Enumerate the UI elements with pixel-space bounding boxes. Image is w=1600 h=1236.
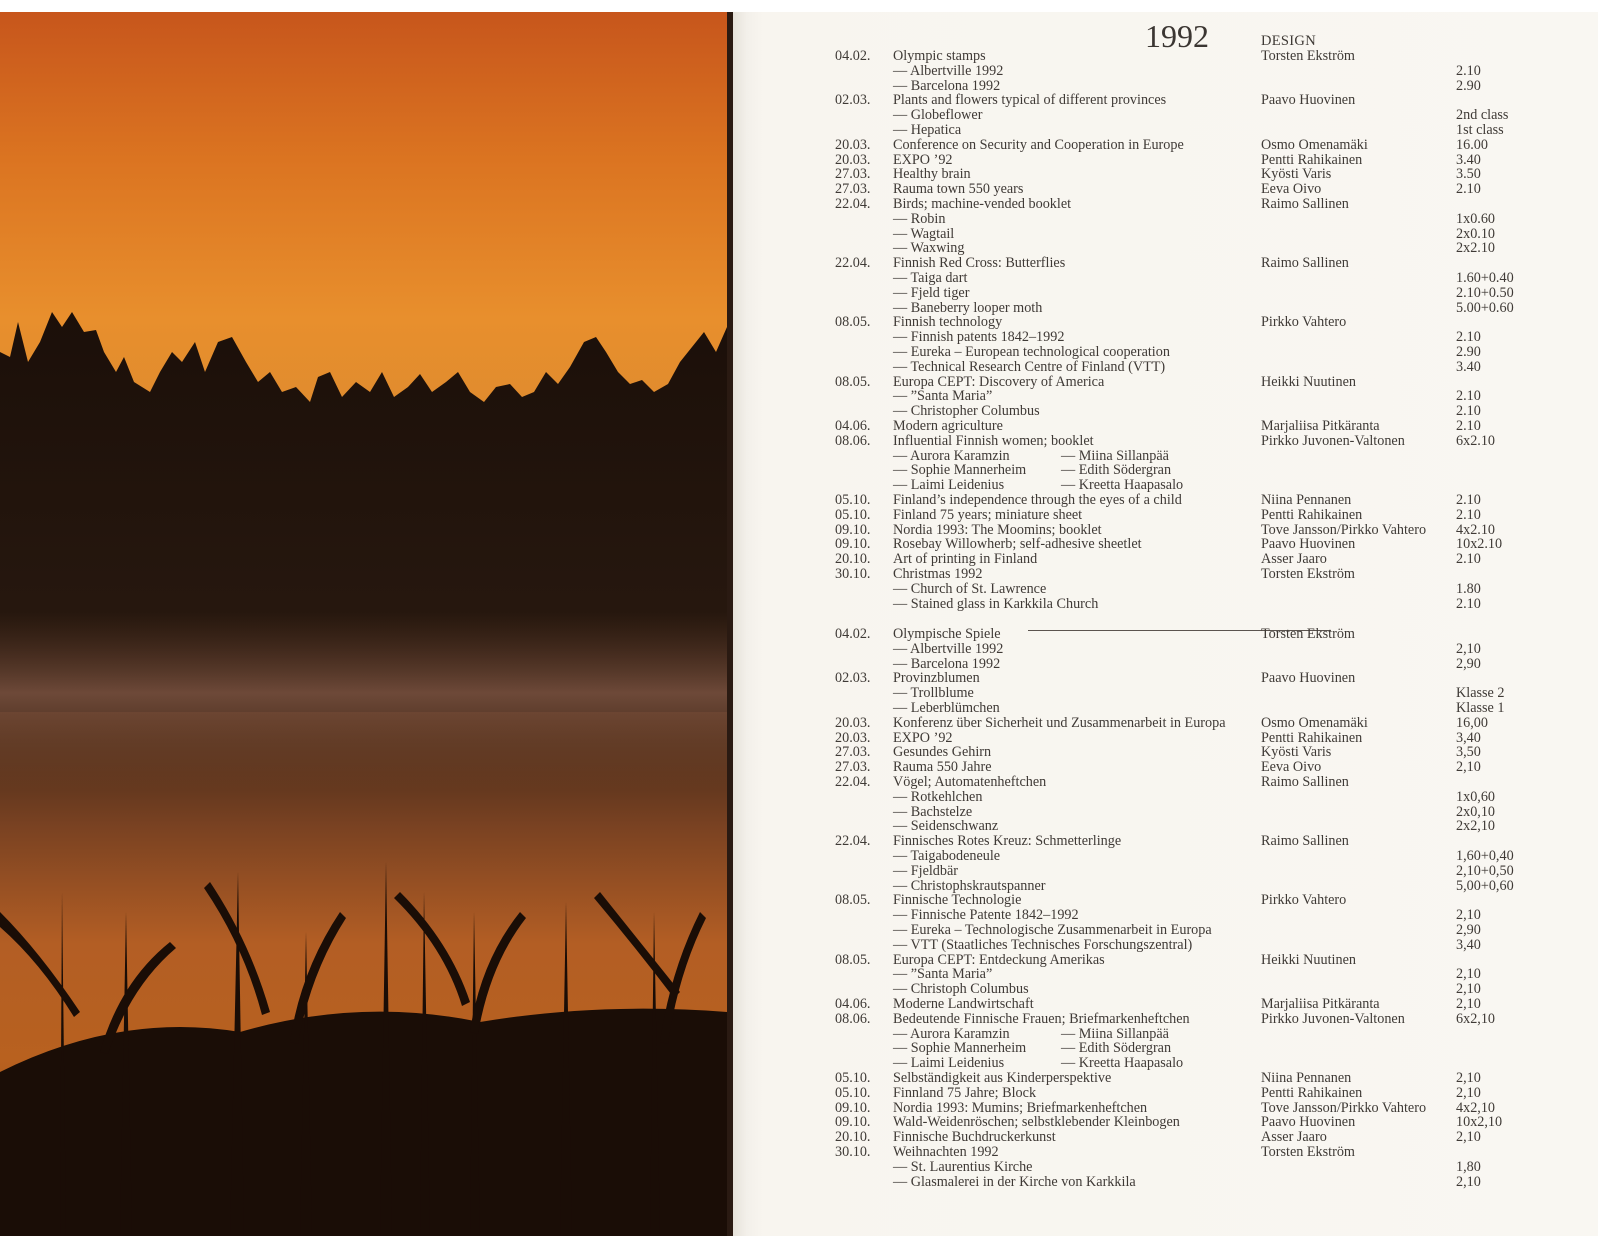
- issue-row: [733, 1101, 1598, 1116]
- issue-title: — VTT (Staatliches Technisches Forschungszentral): [893, 936, 1193, 953]
- issue-row: [733, 93, 1598, 108]
- issue-row: [733, 893, 1598, 908]
- issue-row: [733, 286, 1598, 301]
- issue-title: — Taiga dart: [893, 270, 968, 286]
- issue-value: 2.90: [1456, 344, 1481, 360]
- issue-value: 2nd class: [1456, 107, 1509, 124]
- issue-row: [733, 271, 1598, 286]
- issue-designer: Raimo Sallinen: [1261, 196, 1349, 212]
- issue-title: EXPO ’92: [893, 729, 953, 746]
- issue-value: 16.00: [1456, 136, 1488, 153]
- issue-title: — Aurora Karamzin: [893, 1025, 1010, 1042]
- issue-title: Weihnachten 1992: [893, 1144, 999, 1160]
- issue-row: [733, 1012, 1598, 1027]
- issue-row: [733, 330, 1598, 345]
- issue-value: 5,00+0,60: [1456, 877, 1514, 894]
- issue-title: — Trollblume: [893, 685, 974, 702]
- issue-designer: Marjaliisa Pitkäranta: [1261, 418, 1380, 434]
- issue-value: 2.90: [1456, 77, 1481, 94]
- issue-value: 1,60+0,40: [1456, 848, 1514, 864]
- issue-row: [733, 731, 1598, 746]
- issue-title: — Technical Research Centre of Finland (VTT): [893, 358, 1166, 375]
- issue-row: [733, 523, 1598, 538]
- issue-title: — Taigabodeneule: [893, 848, 1001, 864]
- issue-title: — Glasmalerei in der Kirche von Karkkila: [893, 1173, 1136, 1190]
- issue-value: 3,50: [1456, 744, 1481, 761]
- issue-date: 09.10.: [835, 521, 871, 538]
- issue-title: — Bachstelze: [893, 803, 973, 820]
- issue-row: [733, 537, 1598, 552]
- issue-row: [733, 790, 1598, 805]
- issue-title: Bedeutende Finnische Frauen; Briefmarkenheftchen: [893, 1010, 1190, 1027]
- issue-row: [733, 686, 1598, 701]
- issue-title: — St. Laurentius Kirche: [893, 1158, 1033, 1175]
- issue-title: — Church of St. Lawrence: [893, 580, 1047, 597]
- issue-title: Moderne Landwirtschaft: [893, 996, 1034, 1012]
- issue-designer: Eeva Oivo: [1261, 759, 1322, 776]
- issue-row: [733, 1027, 1598, 1042]
- issue-row: [733, 908, 1598, 923]
- issue-title-secondary: — Miina Sillanpää: [1061, 447, 1169, 464]
- issue-title: Finland 75 years; miniature sheet: [893, 506, 1083, 523]
- issue-row: [733, 567, 1598, 582]
- issue-row: [733, 997, 1598, 1012]
- issue-title: Selbständigkeit aus Kinderperspektive: [893, 1070, 1112, 1086]
- issue-row: [733, 953, 1598, 968]
- issue-designer: Osmo Omenamäki: [1261, 136, 1368, 153]
- issue-title: Finnland 75 Jahre; Block: [893, 1084, 1037, 1101]
- issue-row: [733, 167, 1598, 182]
- issue-title: Europa CEPT: Discovery of America: [893, 373, 1105, 390]
- issue-row: [733, 227, 1598, 242]
- issue-title: Europa CEPT: Entdeckung Amerikas: [893, 951, 1105, 968]
- issue-value: 2,10: [1456, 1084, 1481, 1101]
- issue-title: Rosebay Willowherb; self-adhesive sheetlet: [893, 536, 1142, 553]
- issue-title: — Sophie Mannerheim: [893, 1040, 1027, 1057]
- issue-title: — Albertville 1992: [893, 640, 1004, 657]
- issue-value: 2,10: [1456, 1070, 1481, 1086]
- issue-date: 05.10.: [835, 492, 871, 508]
- issue-row: [733, 463, 1598, 478]
- issue-title: Birds; machine-vended booklet: [893, 196, 1072, 212]
- issue-value: 4x2.10: [1456, 521, 1496, 538]
- issue-row: [733, 449, 1598, 464]
- issue-date: 05.10.: [835, 506, 871, 523]
- issue-value: 2,10+0,50: [1456, 862, 1514, 879]
- issue-row: [733, 967, 1598, 982]
- issue-title: — Robin: [893, 210, 946, 227]
- issue-designer: Pentti Rahikainen: [1261, 729, 1363, 746]
- issue-designer: Kyösti Varis: [1261, 166, 1332, 183]
- issue-title: Art of printing in Finland: [893, 551, 1038, 568]
- issue-value: 1st class: [1456, 122, 1504, 138]
- issue-title: Nordia 1993: Mumins; Briefmarkenheftchen: [893, 1099, 1148, 1116]
- issue-value: 2,10: [1456, 640, 1481, 657]
- issue-row: [733, 597, 1598, 612]
- issue-title: Christmas 1992: [893, 566, 983, 582]
- issue-designer: Raimo Sallinen: [1261, 833, 1349, 850]
- issue-title: — Baneberry looper moth: [893, 299, 1043, 316]
- issue-designer: Marjaliisa Pitkäranta: [1261, 996, 1380, 1012]
- year-heading: 1992: [1145, 18, 1209, 54]
- issue-row: [733, 1115, 1598, 1130]
- issue-title: — ”Santa Maria”: [893, 388, 993, 405]
- issue-value: 2.10: [1456, 181, 1481, 198]
- issue-value: 2.10: [1456, 492, 1481, 508]
- issue-value: 2.10: [1456, 329, 1481, 346]
- issue-title: — Eureka – European technological cooperation: [893, 344, 1170, 360]
- issue-designer: Niina Pennanen: [1261, 492, 1352, 508]
- issue-title: Vögel; Automatenheftchen: [893, 774, 1047, 790]
- issue-row: [733, 301, 1598, 316]
- issue-date: 05.10.: [835, 1070, 871, 1086]
- issue-title-secondary: — Miina Sillanpää: [1061, 1025, 1169, 1042]
- issue-row: [733, 1160, 1598, 1175]
- issue-date: 20.10.: [835, 1129, 871, 1146]
- issue-designer: Torsten Ekström: [1261, 566, 1355, 582]
- issue-row: [733, 701, 1598, 716]
- issue-value: 2,10: [1456, 1173, 1481, 1190]
- issue-value: Klasse 1: [1456, 700, 1505, 716]
- issue-row: [733, 923, 1598, 938]
- issue-row: [733, 360, 1598, 375]
- issue-title: — Seidenschwanz: [893, 818, 999, 835]
- issue-title: — Eureka – Technologische Zusammenarbeit in Europa: [893, 922, 1212, 938]
- issue-title: Conference on Security and Cooperation in Europe: [893, 136, 1184, 153]
- issue-row: [733, 182, 1598, 197]
- issue-value: 2,10: [1456, 907, 1481, 924]
- issue-title: Rauma town 550 years: [893, 181, 1024, 198]
- issue-date: 20.10.: [835, 551, 871, 568]
- issue-row: [733, 982, 1598, 997]
- issue-title: Olympic stamps: [893, 48, 986, 64]
- issue-designer: Torsten Ekström: [1261, 626, 1355, 642]
- issue-value: 2,10: [1456, 996, 1481, 1012]
- issue-title: Nordia 1993: The Moomins; booklet: [893, 521, 1102, 538]
- issue-date: 08.05.: [835, 314, 871, 331]
- issue-value: 2.10: [1456, 418, 1481, 434]
- issue-row: [733, 49, 1598, 64]
- issue-title: — Laimi Leidenius: [893, 477, 1005, 494]
- issue-value: Klasse 2: [1456, 685, 1505, 702]
- issue-designer: Paavo Huovinen: [1261, 536, 1356, 553]
- sunset-lake-photo: [0, 12, 727, 1236]
- issue-date: 08.06.: [835, 432, 871, 449]
- issue-designer: Raimo Sallinen: [1261, 255, 1349, 272]
- issue-row: [733, 197, 1598, 212]
- issue-title-secondary: — Edith Södergran: [1061, 462, 1172, 479]
- issue-row: [733, 760, 1598, 775]
- issue-title: — Barcelona 1992: [893, 77, 1001, 94]
- issue-row: [733, 819, 1598, 834]
- issue-title: — Albertville 1992: [893, 62, 1004, 79]
- issue-row: [733, 345, 1598, 360]
- issue-value: 2,90: [1456, 655, 1481, 672]
- issue-value: 2x2.10: [1456, 240, 1496, 257]
- issue-value: 2,10: [1456, 1129, 1481, 1146]
- issue-row: [733, 657, 1598, 672]
- issue-value: 1x0.60: [1456, 210, 1496, 227]
- issue-title: Finnisches Rotes Kreuz: Schmetterlinge: [893, 833, 1122, 850]
- issue-value: 3.40: [1456, 151, 1481, 168]
- issue-row: [733, 716, 1598, 731]
- issue-row: [733, 671, 1598, 686]
- issue-title-secondary: — Kreetta Haapasalo: [1061, 477, 1184, 494]
- issue-designer: Paavo Huovinen: [1261, 670, 1356, 687]
- issue-value: 1.80: [1456, 580, 1481, 597]
- issue-title: Modern agriculture: [893, 418, 1003, 434]
- issue-value: 2.10+0.50: [1456, 284, 1514, 301]
- issue-row: [733, 938, 1598, 953]
- issue-designer: Paavo Huovinen: [1261, 1114, 1356, 1131]
- issue-value: 2x0.10: [1456, 225, 1496, 242]
- issue-row: [733, 79, 1598, 94]
- issue-date: 22.04.: [835, 255, 871, 272]
- issue-date: 04.02.: [835, 48, 871, 64]
- issue-title: Provinzblumen: [893, 670, 980, 687]
- issue-date: 22.04.: [835, 774, 871, 790]
- issue-value: 2,10: [1456, 981, 1481, 998]
- issue-title: Plants and flowers typical of different provinces: [893, 92, 1167, 109]
- issue-value: 6x2,10: [1456, 1010, 1496, 1027]
- issue-title: Healthy brain: [893, 166, 971, 183]
- issue-title: Influential Finnish women; booklet: [893, 432, 1094, 449]
- issue-date: 02.03.: [835, 670, 871, 687]
- issue-date: 27.03.: [835, 759, 871, 776]
- issue-title-secondary: — Edith Södergran: [1061, 1040, 1172, 1057]
- issue-designer: Torsten Ekström: [1261, 48, 1355, 64]
- issue-row: [733, 1056, 1598, 1071]
- issue-row: [733, 745, 1598, 760]
- issue-title: — Wagtail: [893, 225, 955, 242]
- issue-title: — Finnish patents 1842–1992: [893, 329, 1065, 346]
- issue-value: 1x0,60: [1456, 788, 1496, 805]
- issue-title: — Christophskrautspanner: [893, 877, 1046, 894]
- issue-title: — ”Santa Maria”: [893, 966, 993, 983]
- issue-designer: Heikki Nuutinen: [1261, 373, 1356, 390]
- issue-designer: Eeva Oivo: [1261, 181, 1322, 198]
- issue-row: [733, 375, 1598, 390]
- issue-value: 4x2,10: [1456, 1099, 1496, 1116]
- issue-row: [733, 256, 1598, 271]
- issue-date: 30.10.: [835, 1144, 871, 1160]
- issue-row: [733, 1175, 1598, 1190]
- issue-designer: Torsten Ekström: [1261, 1144, 1355, 1160]
- issue-designer: Pirkko Vahtero: [1261, 314, 1347, 331]
- issue-value: 10x2,10: [1456, 1114, 1503, 1131]
- issue-value: 2.10: [1456, 62, 1481, 79]
- issue-title: — Rotkehlchen: [893, 788, 983, 805]
- issue-title: — Leberblümchen: [893, 700, 1000, 716]
- issue-value: 3,40: [1456, 729, 1481, 746]
- issue-row: [733, 1145, 1598, 1160]
- issue-title: Finnish Red Cross: Butterflies: [893, 255, 1066, 272]
- issue-value: 16,00: [1456, 714, 1488, 731]
- issue-date: 09.10.: [835, 1114, 871, 1131]
- issue-row: [733, 775, 1598, 790]
- issue-date: 20.03.: [835, 729, 871, 746]
- issue-title: — Sophie Mannerheim: [893, 462, 1027, 479]
- issue-row: [733, 627, 1598, 642]
- issue-date: 05.10.: [835, 1084, 871, 1101]
- issue-date: 20.03.: [835, 136, 871, 153]
- issue-value: 2x2,10: [1456, 818, 1496, 835]
- issue-title: — Hepatica: [893, 122, 962, 138]
- stamp-issues-page: [733, 12, 1598, 1236]
- issue-title: Wald-Weidenröschen; selbstklebender Kleinbogen: [893, 1114, 1180, 1131]
- issue-date: 22.04.: [835, 833, 871, 850]
- issue-date: 20.03.: [835, 151, 871, 168]
- issue-designer: Pirkko Vahtero: [1261, 892, 1347, 909]
- issue-row: [733, 138, 1598, 153]
- issue-title: Finnische Technologie: [893, 892, 1022, 909]
- issue-date: 04.06.: [835, 418, 871, 434]
- issue-title: — Globeflower: [893, 107, 983, 124]
- issue-title: Rauma 550 Jahre: [893, 759, 992, 776]
- issue-date: 22.04.: [835, 196, 871, 212]
- issue-row: [733, 404, 1598, 419]
- issue-title: — Stained glass in Karkkila Church: [893, 595, 1099, 612]
- issue-row: [733, 1041, 1598, 1056]
- issue-row: [733, 849, 1598, 864]
- issue-row: [733, 642, 1598, 657]
- issue-designer: Osmo Omenamäki: [1261, 714, 1368, 731]
- issue-value: 2.10: [1456, 595, 1481, 612]
- issue-designer: Asser Jaaro: [1261, 1129, 1327, 1146]
- issue-title: — Barcelona 1992: [893, 655, 1001, 672]
- issue-title: — Finnische Patente 1842–1992: [893, 907, 1079, 924]
- issue-value: 2.10: [1456, 506, 1481, 523]
- issue-value: 2,10: [1456, 966, 1481, 983]
- issue-date: 08.05.: [835, 373, 871, 390]
- issue-designer: Tove Jansson/Pirkko Vahtero: [1261, 521, 1427, 538]
- issue-date: 20.03.: [835, 714, 871, 731]
- issue-row: [733, 108, 1598, 123]
- issue-date: 02.03.: [835, 92, 871, 109]
- issue-row: [733, 315, 1598, 330]
- issue-title: Gesundes Gehirn: [893, 744, 992, 761]
- issue-row: [733, 805, 1598, 820]
- issue-title: Finnische Buchdruckerkunst: [893, 1129, 1056, 1146]
- issue-row: [733, 879, 1598, 894]
- issue-value: 2,10: [1456, 759, 1481, 776]
- issue-title: Finland’s independence through the eyes of a child: [893, 492, 1182, 508]
- issue-row: [733, 1086, 1598, 1101]
- issue-designer: Raimo Sallinen: [1261, 774, 1349, 790]
- issue-date: 27.03.: [835, 181, 871, 198]
- issue-designer: Heikki Nuutinen: [1261, 951, 1356, 968]
- issue-designer: Pentti Rahikainen: [1261, 1084, 1363, 1101]
- issue-row: [733, 153, 1598, 168]
- issue-value: 1,80: [1456, 1158, 1481, 1175]
- issue-date: 08.05.: [835, 892, 871, 909]
- issue-value: 2,90: [1456, 922, 1481, 938]
- issue-designer: Pirkko Juvonen-Valtonen: [1261, 432, 1405, 449]
- issue-title: — Christopher Columbus: [893, 403, 1040, 420]
- issue-title: EXPO ’92: [893, 151, 953, 168]
- issue-row: [733, 1130, 1598, 1145]
- issue-designer: Tove Jansson/Pirkko Vahtero: [1261, 1099, 1427, 1116]
- issue-title: Olympische Spiele: [893, 626, 1001, 642]
- issue-value: 3.50: [1456, 166, 1481, 183]
- issue-title: — Fjeldbär: [893, 862, 959, 879]
- issue-value: 1.60+0.40: [1456, 270, 1514, 286]
- design-column-heading: DESIGN: [1261, 33, 1316, 49]
- issue-date: 27.03.: [835, 166, 871, 183]
- issue-designer: Pentti Rahikainen: [1261, 151, 1363, 168]
- issue-date: 27.03.: [835, 744, 871, 761]
- issue-designer: Kyösti Varis: [1261, 744, 1332, 761]
- issue-date: 08.06.: [835, 1010, 871, 1027]
- issue-title: — Waxwing: [893, 240, 965, 257]
- issue-value: 3.40: [1456, 358, 1481, 375]
- issue-row: [733, 123, 1598, 138]
- issue-date: 30.10.: [835, 566, 871, 582]
- issue-title: — Christoph Columbus: [893, 981, 1029, 998]
- issue-title-secondary: — Kreetta Haapasalo: [1061, 1055, 1184, 1072]
- issue-row: [733, 478, 1598, 493]
- issue-row: [733, 434, 1598, 449]
- issue-value: 2x0,10: [1456, 803, 1496, 820]
- issue-value: 6x2.10: [1456, 432, 1496, 449]
- issue-row: [733, 834, 1598, 849]
- issue-designer: Niina Pennanen: [1261, 1070, 1352, 1086]
- issue-designer: Paavo Huovinen: [1261, 92, 1356, 109]
- issue-row: [733, 582, 1598, 597]
- issue-value: 2.10: [1456, 403, 1481, 420]
- issue-row: [733, 493, 1598, 508]
- issue-row: [733, 419, 1598, 434]
- issue-title: Konferenz über Sicherheit und Zusammenarbeit in Europa: [893, 714, 1226, 731]
- issue-row: [733, 864, 1598, 879]
- issue-value: 10x2.10: [1456, 536, 1503, 553]
- issue-row: [733, 241, 1598, 256]
- issue-title: — Aurora Karamzin: [893, 447, 1010, 464]
- issue-row: [733, 508, 1598, 523]
- issue-value: 2.10: [1456, 551, 1481, 568]
- issue-row: [733, 1071, 1598, 1086]
- issue-designer: Asser Jaaro: [1261, 551, 1327, 568]
- issue-value: 3,40: [1456, 936, 1481, 953]
- issue-date: 09.10.: [835, 1099, 871, 1116]
- issue-value: 5.00+0.60: [1456, 299, 1514, 316]
- issue-date: 09.10.: [835, 536, 871, 553]
- issue-designer: Pirkko Juvonen-Valtonen: [1261, 1010, 1405, 1027]
- issue-date: 08.05.: [835, 951, 871, 968]
- issue-row: [733, 389, 1598, 404]
- issue-date: 04.02.: [835, 626, 871, 642]
- issue-title: — Fjeld tiger: [893, 284, 970, 301]
- issue-date: 04.06.: [835, 996, 871, 1012]
- issue-row: [733, 64, 1598, 79]
- issue-title: — Laimi Leidenius: [893, 1055, 1005, 1072]
- issue-row: [733, 212, 1598, 227]
- issue-designer: Pentti Rahikainen: [1261, 506, 1363, 523]
- issue-title: Finnish technology: [893, 314, 1003, 331]
- issue-row: [733, 552, 1598, 567]
- issue-value: 2.10: [1456, 388, 1481, 405]
